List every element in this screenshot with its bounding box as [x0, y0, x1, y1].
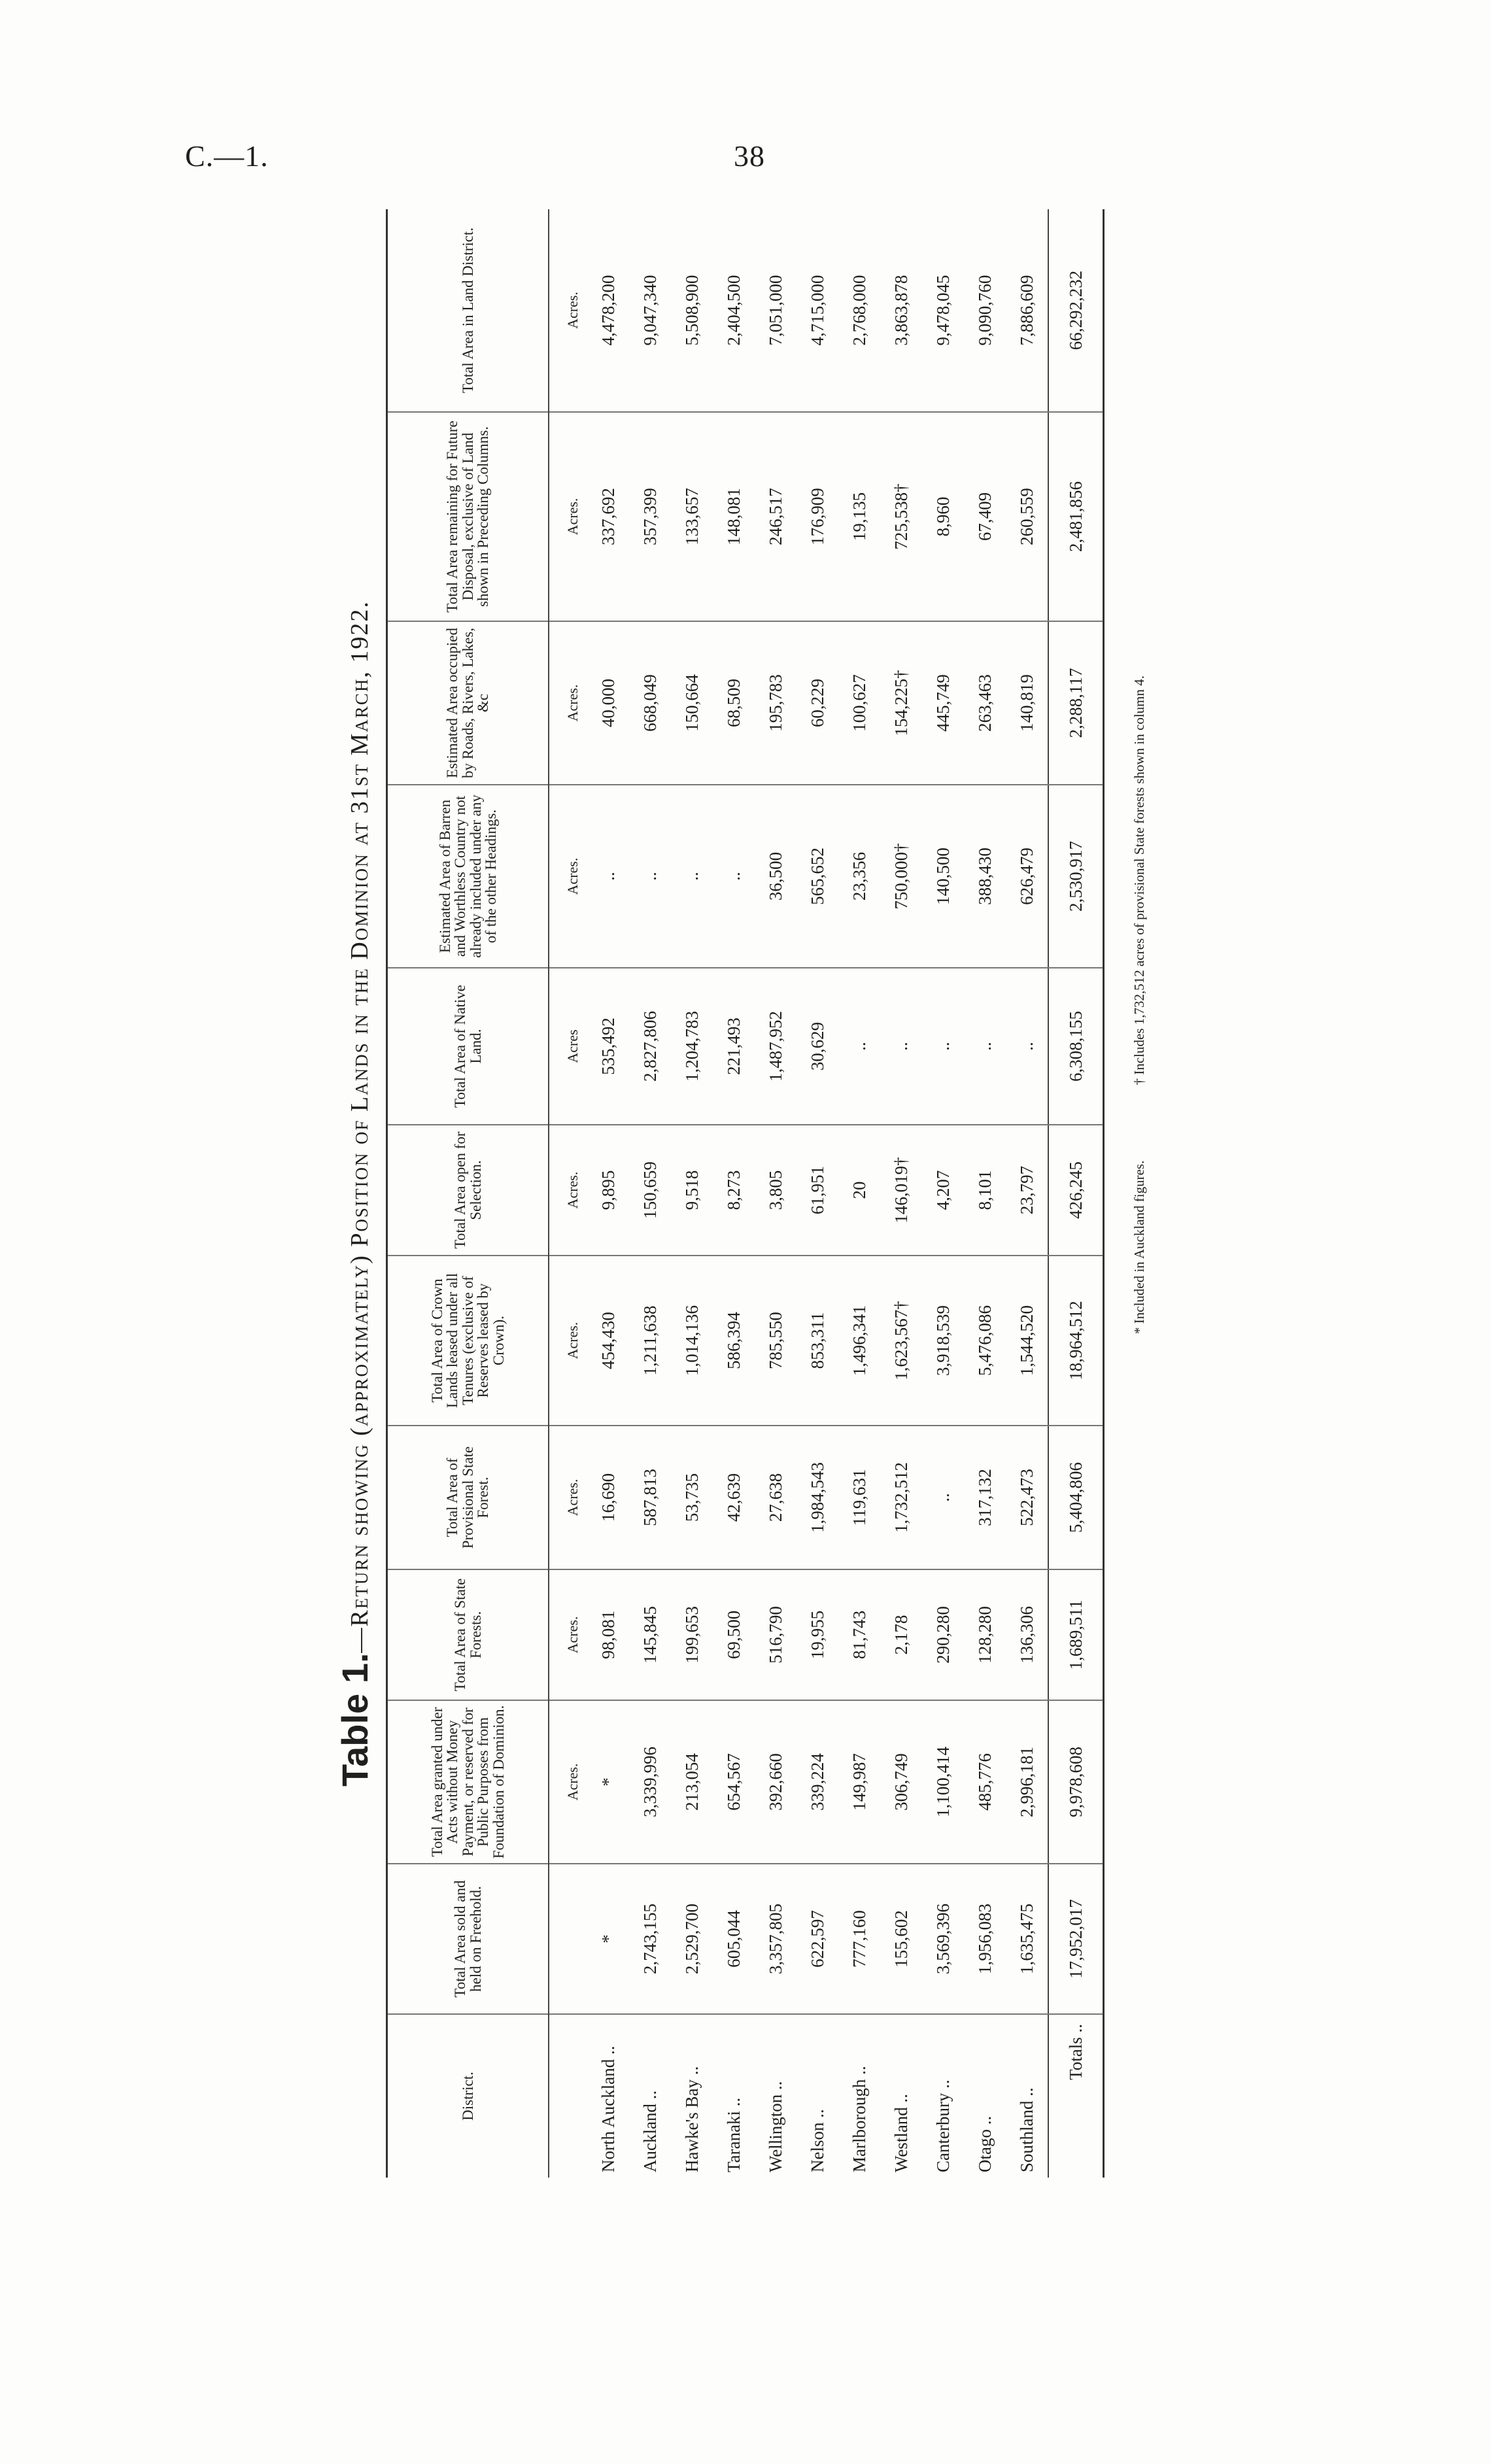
table-cell: 1,544,520	[1006, 1256, 1048, 1426]
table-cell: 2,404,500	[713, 209, 755, 412]
table-cell: 2,996,181	[1006, 1700, 1048, 1864]
table-cell: ..	[713, 785, 755, 968]
column-header: Total Area of Native Land.	[387, 968, 549, 1125]
table-cell: 19,135	[838, 412, 880, 621]
table-cell: 145,845	[629, 1569, 671, 1700]
table-cell: 426,245	[1048, 1125, 1104, 1256]
column-header: Total Area of State Forests.	[387, 1569, 549, 1700]
table-cell: 60,229	[797, 621, 838, 785]
table-cell: *	[587, 1700, 629, 1864]
district-name: North Auckland ..	[598, 2045, 618, 2172]
table-title-text: —Return showing (approximately) Position of Lands in the Dominion at 31st March, 1922.	[346, 600, 373, 1653]
table-cell: 4,478,200	[587, 209, 629, 412]
table-cell: 9,518	[671, 1125, 713, 1256]
table-cell: 199,653	[671, 1569, 713, 1700]
table-cell: 9,047,340	[629, 209, 671, 412]
table-cell: 1,732,512	[880, 1426, 922, 1569]
district-name: Southland ..	[1016, 2087, 1037, 2172]
column-header: Estimated Area of Barren and Worthless Country not already included under any of the other Headings.	[387, 785, 549, 968]
table-row	[629, 209, 671, 2178]
table-cell: 565,652	[797, 785, 838, 968]
table-cell: 357,399	[629, 412, 671, 621]
table-cell: 485,776	[964, 1700, 1006, 1864]
table-cell: 668,049	[629, 621, 671, 785]
table-row	[713, 209, 755, 2178]
district-name: Westland ..	[891, 2093, 911, 2172]
table-cell: 9,090,760	[964, 209, 1006, 412]
table-cell: ..	[964, 968, 1006, 1125]
unit-cell: Acres.	[549, 209, 587, 412]
table-cell: 246,517	[755, 412, 797, 621]
table-cell: 7,886,609	[1006, 209, 1048, 412]
table-cell: 6,308,155	[1048, 968, 1104, 1125]
footnotes	[1131, 676, 1148, 1334]
units-row	[549, 209, 587, 2178]
table-cell: 81,743	[838, 1569, 880, 1700]
table-row	[880, 209, 922, 2178]
table-cell: 119,631	[838, 1426, 880, 1569]
table-row	[1006, 209, 1048, 2178]
table-cell: 317,132	[964, 1426, 1006, 1569]
table-cell: ..	[922, 968, 964, 1125]
table-cell: 516,790	[755, 1569, 797, 1700]
table-cell: 5,476,086	[964, 1256, 1006, 1426]
unit-cell: Acres.	[549, 1700, 587, 1864]
table-cell: 853,311	[797, 1256, 838, 1426]
column-header: Total Area granted under Acts without Money Payment, or reserved for Public Purposes from Foundation of Dominion.	[387, 1700, 549, 1864]
table-cell: 98,081	[587, 1569, 629, 1700]
table-cell: 445,749	[922, 621, 964, 785]
table-cell: 8,960	[922, 412, 964, 621]
table-cell: 339,224	[797, 1700, 838, 1864]
district-name: Wellington ..	[765, 2081, 785, 2172]
page-number: 38	[734, 139, 765, 173]
table-cell: 454,430	[587, 1256, 629, 1426]
table-cell: 388,430	[964, 785, 1006, 968]
lands-table	[386, 209, 1105, 2178]
header-row	[387, 209, 549, 2178]
table-cell: 8,273	[713, 1125, 755, 1256]
table-cell: 1,100,414	[922, 1700, 964, 1864]
footnote: † Includes 1,732,512 acres of provisional State forests shown in column 4.	[1131, 676, 1147, 1086]
table-row	[755, 209, 797, 2178]
column-header: Total Area remaining for Future Disposal, exclusive of Land shown in Preceding Columns.	[387, 412, 549, 621]
table-cell: 3,357,805	[755, 1864, 797, 2014]
table-cell: ..	[1006, 968, 1048, 1125]
table-cell: 4,207	[922, 1125, 964, 1256]
table-cell: 66,292,232	[1048, 209, 1104, 412]
district-name: Taranaki ..	[723, 2097, 744, 2172]
table-title	[334, 209, 376, 2178]
unit-cell: Acres	[549, 968, 587, 1125]
table-row	[838, 209, 880, 2178]
table-cell: 23,356	[838, 785, 880, 968]
table-cell: 535,492	[587, 968, 629, 1125]
table-cell: 654,567	[713, 1700, 755, 1864]
table-cell: 53,735	[671, 1426, 713, 1569]
unit-cell: Acres.	[549, 621, 587, 785]
table-cell: 3,918,539	[922, 1256, 964, 1426]
table-cell: 27,638	[755, 1426, 797, 1569]
table-cell: 626,479	[1006, 785, 1048, 968]
table-cell: 1,984,543	[797, 1426, 838, 1569]
table-cell: 263,463	[964, 621, 1006, 785]
table-cell: 195,783	[755, 621, 797, 785]
table-cell: 5,508,900	[671, 209, 713, 412]
table-cell: 587,813	[629, 1426, 671, 1569]
table-cell: 20	[838, 1125, 880, 1256]
table-cell: 100,627	[838, 621, 880, 785]
unit-cell	[549, 1864, 587, 2014]
district-name: Totals ..	[1048, 2014, 1104, 2178]
table-cell: 69,500	[713, 1569, 755, 1700]
table-cell: ..	[880, 968, 922, 1125]
column-header: Total Area of Provisional State Forest.	[387, 1426, 549, 1569]
table-cell: 140,500	[922, 785, 964, 968]
table-cell: 1,496,341	[838, 1256, 880, 1426]
table-cell: 61,951	[797, 1125, 838, 1256]
table-cell: 785,550	[755, 1256, 797, 1426]
unit-cell: Acres.	[549, 1569, 587, 1700]
table-cell: 40,000	[587, 621, 629, 785]
table-cell: 1,204,783	[671, 968, 713, 1125]
table-cell: 140,819	[1006, 621, 1048, 785]
table-cell: 7,051,000	[755, 209, 797, 412]
table-cell: 260,559	[1006, 412, 1048, 621]
table-cell: 133,657	[671, 412, 713, 621]
table-cell: 9,478,045	[922, 209, 964, 412]
table-cell: 1,956,083	[964, 1864, 1006, 2014]
table-cell: 8,101	[964, 1125, 1006, 1256]
table-cell: 150,664	[671, 621, 713, 785]
column-header: Total Area open for Selection.	[387, 1125, 549, 1256]
district-name: Marlborough ..	[849, 2066, 869, 2172]
table-cell: 18,964,512	[1048, 1256, 1104, 1426]
table-row	[964, 209, 1006, 2178]
table-cell: 148,081	[713, 412, 755, 621]
district-name: Canterbury ..	[933, 2079, 953, 2172]
table-cell: 586,394	[713, 1256, 755, 1426]
table-cell: 1,689,511	[1048, 1569, 1104, 1700]
table-cell: 3,805	[755, 1125, 797, 1256]
footnote: * Included in Auckland figures.	[1131, 1160, 1147, 1334]
unit-cell: Acres.	[549, 412, 587, 621]
table-cell: 290,280	[922, 1569, 964, 1700]
table-cell: 1,635,475	[1006, 1864, 1048, 2014]
table-cell: 1,623,567†	[880, 1256, 922, 1426]
column-header: Estimated Area occupied by Roads, Rivers, Lakes, &c	[387, 621, 549, 785]
totals-row	[1048, 209, 1104, 2178]
table-cell: 30,629	[797, 968, 838, 1125]
unit-cell: Acres.	[549, 1256, 587, 1426]
table-cell: 622,597	[797, 1864, 838, 2014]
table-cell: 725,538†	[880, 412, 922, 621]
table-cell: 1,487,952	[755, 968, 797, 1125]
table-cell: 3,339,996	[629, 1700, 671, 1864]
table-cell: 155,602	[880, 1864, 922, 2014]
table-cell: 522,473	[1006, 1426, 1048, 1569]
table-row	[797, 209, 838, 2178]
table-cell: 150,659	[629, 1125, 671, 1256]
table-cell: 4,715,000	[797, 209, 838, 412]
table-cell: 9,895	[587, 1125, 629, 1256]
district-name: Nelson ..	[807, 2109, 827, 2172]
table-cell: 392,660	[755, 1700, 797, 1864]
table-cell: 2,288,117	[1048, 621, 1104, 785]
table-cell: 213,054	[671, 1700, 713, 1864]
table-row	[671, 209, 713, 2178]
table-cell: 176,909	[797, 412, 838, 621]
table-cell: 42,639	[713, 1426, 755, 1569]
table-cell: 136,306	[1006, 1569, 1048, 1700]
table-cell: 154,225†	[880, 621, 922, 785]
district-name: Auckland ..	[640, 2090, 660, 2172]
district-name: Hawke's Bay ..	[681, 2066, 702, 2172]
table-cell: 19,955	[797, 1569, 838, 1700]
table-row	[922, 209, 964, 2178]
table-cell: 2,827,806	[629, 968, 671, 1125]
column-header: Total Area of Crown Lands leased under all Tenures (exclusive of Reserves leased by Crown).	[387, 1256, 549, 1426]
table-cell: 221,493	[713, 968, 755, 1125]
table-cell: ..	[587, 785, 629, 968]
column-header: Total Area sold and held on Freehold.	[387, 1864, 549, 2014]
table-cell: 3,569,396	[922, 1864, 964, 2014]
unit-cell: Acres.	[549, 1125, 587, 1256]
table-cell: 2,768,000	[838, 209, 880, 412]
district-name: Otago ..	[974, 2115, 995, 2172]
table-cell: ..	[838, 968, 880, 1125]
table-cell: 777,160	[838, 1864, 880, 2014]
unit-cell: Acres.	[549, 785, 587, 968]
table-cell: 17,952,017	[1048, 1864, 1104, 2014]
table-cell: 306,749	[880, 1700, 922, 1864]
table-cell: 36,500	[755, 785, 797, 968]
rotated-table-block	[334, 209, 1157, 2178]
table-cell: 23,797	[1006, 1125, 1048, 1256]
table-cell: *	[587, 1864, 629, 2014]
table-cell: 68,509	[713, 621, 755, 785]
table-cell: 2,178	[880, 1569, 922, 1700]
table-cell: 2,529,700	[671, 1864, 713, 2014]
table-cell: 5,404,806	[1048, 1426, 1104, 1569]
table-cell: ..	[671, 785, 713, 968]
table-cell: 337,692	[587, 412, 629, 621]
table-row	[587, 209, 629, 2178]
table-cell: 16,690	[587, 1426, 629, 1569]
table-cell: 67,409	[964, 412, 1006, 621]
unit-cell: Acres.	[549, 1426, 587, 1569]
table-cell: 750,000†	[880, 785, 922, 968]
table-cell: 146,019†	[880, 1125, 922, 1256]
table-cell: ..	[922, 1426, 964, 1569]
table-cell: 1,211,638	[629, 1256, 671, 1426]
report-reference: C.—1.	[185, 139, 269, 173]
table-title-label: Table 1.	[334, 1652, 375, 1787]
unit-cell	[549, 2014, 587, 2178]
table-cell: 2,743,155	[629, 1864, 671, 2014]
table-cell: 149,987	[838, 1700, 880, 1864]
column-header: District.	[387, 2014, 549, 2178]
table-cell: 3,863,878	[880, 209, 922, 412]
table-cell: 2,530,917	[1048, 785, 1104, 968]
table-cell: 1,014,136	[671, 1256, 713, 1426]
table-cell: 2,481,856	[1048, 412, 1104, 621]
table-cell: 128,280	[964, 1569, 1006, 1700]
table-cell: ..	[629, 785, 671, 968]
table-cell: 9,978,608	[1048, 1700, 1104, 1864]
column-header: Total Area in Land District.	[387, 209, 549, 412]
table-cell: 605,044	[713, 1864, 755, 2014]
